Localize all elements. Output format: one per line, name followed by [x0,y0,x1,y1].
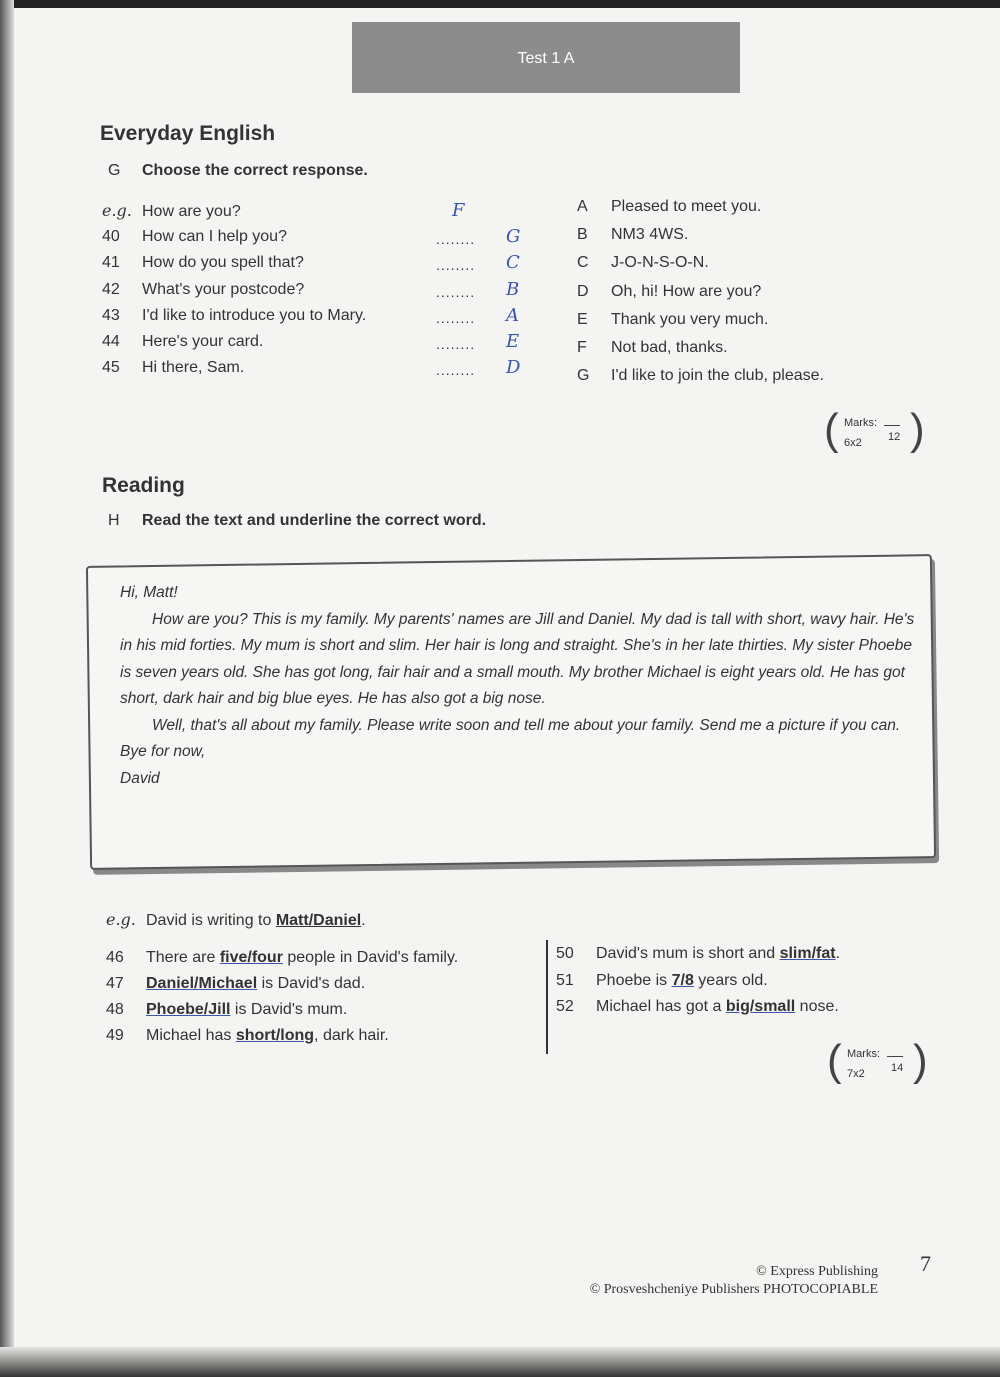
reading-item: 51 Phoebe is 7/8 years old. [556,971,768,989]
response-option: D Oh, hi! How are you? [577,282,762,300]
handwritten-answer: A [506,304,519,326]
question-item: 41 How do you spell that? [102,254,304,272]
question-item: 43 I'd like to introduce you to Mary. [102,306,367,324]
word-choice[interactable]: short/long [235,1027,315,1044]
answer-blank[interactable]: ........ [436,283,476,300]
scan-edge [0,0,14,1377]
word-choice[interactable]: slim/fat [779,945,836,962]
question-item: 40 How can I help you? [102,228,287,246]
marks-box: ( Marks: 6x2 12 ) [824,405,925,454]
exercise-instruction: H Read the text and underline the correct word. [108,512,487,529]
marks-box: ( Marks: 7x2 14 ) [827,1036,928,1085]
word-choice[interactable]: 7/8 [671,971,694,989]
answer-blank[interactable]: ........ [436,362,476,379]
section-heading-everyday-english: Everyday English [100,122,276,145]
word-choice[interactable]: Daniel/Michael [146,975,258,992]
reading-item: 49 Michael has short/long, dark hair. [106,1027,389,1044]
reading-item: 46 There are five/four people in David's family. [106,949,459,966]
question-item: 45 Hi there, Sam. [102,359,245,377]
section-heading-reading: Reading [102,474,185,497]
page-number: 7 [920,1251,931,1276]
letter-text: Hi, Matt! How are you? This is my family. My parents' names are Jill and Daniel. My dad is tall with short, wavy hair. He's in his mid forties. My mum is short and slim. Her hair is long and straight. She's in her late thirties. My sister Phoebe is seven years old. She has got long, fair hair and a small mouth. My brother Michael is eight years old. He has got short, dark hair and big blue eyes. He has also got a big nose. Well, that's all about my family. Please write soon and tell me about your family. Send me a picture if you can. Bye for now, David [120,584,915,787]
word-choice[interactable]: big/small [725,998,796,1015]
example-item: e.g. David is writing to Matt/Daniel. [106,910,366,929]
reading-item: 48 Phoebe/Jill is David's mum. [106,1001,348,1018]
response-option: B NM3 4WS. [577,226,689,244]
response-option: A Pleased to meet you. [577,198,762,215]
copyright-line: © Express Publishing [756,1264,878,1279]
reading-item: 50 David's mum is short and slim/fat. [556,945,841,962]
handwritten-answer: D [506,357,521,379]
response-option: G I'd like to join the club, please. [577,367,824,385]
handwritten-answer: E [506,331,520,352]
handwritten-answer: G [506,226,521,248]
question-item: e.g. How are you? [102,201,241,220]
word-choice[interactable]: Phoebe/Jill [146,1001,231,1018]
copyright-line: © Prosveshcheniye Publishers PHOTOCOPIABLE [589,1282,878,1297]
answer-blank[interactable]: ........ [436,309,476,326]
word-choice[interactable]: five/four [219,949,283,966]
response-option: E Thank you very much. [577,310,769,328]
answer-blank[interactable]: ........ [436,257,476,274]
reading-item: 47 Daniel/Michael is David's dad. [106,975,366,992]
scan-edge [0,1347,1000,1377]
handwritten-answer: F [452,200,465,221]
answer-blank[interactable]: ........ [436,231,476,248]
response-option: C J-O-N-S-O-N. [577,254,709,272]
answer-blank[interactable]: ........ [436,336,476,352]
reading-item: 52 Michael has got a big/small nose. [556,998,839,1015]
response-option: F Not bad, thanks. [577,339,728,356]
question-item: 42 What's your postcode? [102,280,305,298]
column-divider [546,940,548,1054]
handwritten-answer: B [506,278,520,300]
question-item: 44 Here's your card. [102,333,264,350]
exercise-instruction: G Choose the correct response. [108,162,368,179]
test-header: Test 1 A [352,22,740,93]
handwritten-answer: C [506,252,520,274]
